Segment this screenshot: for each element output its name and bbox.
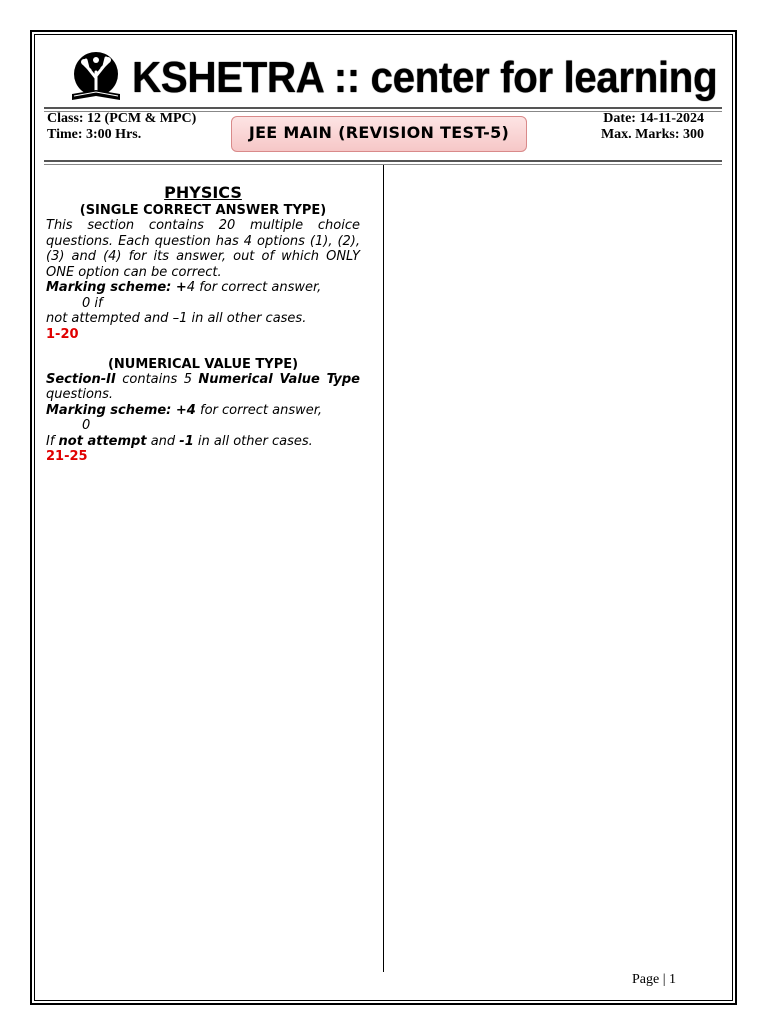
numerical-marking-end <box>46 434 360 450</box>
single-marking-scheme <box>46 280 360 296</box>
class-info: Class: 12 (PCM & MPC) <box>47 111 197 126</box>
date-info: Date: 14-11-2024 <box>603 111 704 126</box>
header-rule-top <box>44 107 722 109</box>
type-label: Numerical Value Type <box>198 371 360 387</box>
left-column <box>46 183 360 465</box>
exam-title-box <box>231 116 527 152</box>
max-marks-info: Max. Marks: 300 <box>600 127 704 142</box>
numerical-marking-label: Marking scheme: +4 <box>46 402 196 418</box>
marking-label: Marking scheme: + <box>46 280 187 295</box>
tree-book-logo-icon <box>66 50 126 106</box>
single-question-range: 1-20 <box>46 326 79 342</box>
questions-text: questions. <box>46 387 114 402</box>
numerical-question-range: 21-25 <box>46 449 88 464</box>
numerical-marking-text: for correct answer, <box>195 402 323 418</box>
header-rule-bottom <box>44 160 722 162</box>
single-correct-description: This section contains 20 multiple choice questions. Each question has 4 options (1), (2), (3) and (4) for its answer, out of which ONLY ONE option can be correct. <box>46 218 360 280</box>
if-text: If <box>46 433 59 449</box>
single-marking-cont: 0 if <box>82 295 103 311</box>
marking-text: 4 for correct answer, <box>186 280 322 295</box>
numerical-marking-scheme <box>46 403 360 419</box>
single-marking-end: not attempted and –1 in all other cases. <box>46 311 307 326</box>
column-divider <box>383 165 384 972</box>
section-label: Section-II <box>46 371 116 387</box>
page-number: Page | 1 <box>632 972 677 987</box>
single-correct-heading: (SINGLE CORRECT ANSWER TYPE) <box>79 203 327 218</box>
numerical-heading: (NUMERICAL VALUE TYPE) <box>107 356 299 372</box>
brand-title: KSHETRA :: center for learning <box>132 53 718 102</box>
exam-title: JEE MAIN (REVISION TEST-5) <box>248 123 510 142</box>
numerical-description <box>46 372 360 403</box>
numerical-marking-cont: 0 <box>82 418 91 433</box>
other-cases-text: in all other cases. <box>193 433 313 449</box>
time-info: Time: 3:00 Hrs. <box>47 127 142 142</box>
and-text: and <box>146 433 180 449</box>
physics-heading: PHYSICS <box>164 183 242 202</box>
not-attempt-text: not attempt <box>58 433 147 449</box>
contains-text: contains 5 <box>115 371 199 387</box>
minus-one-text: -1 <box>179 433 194 449</box>
